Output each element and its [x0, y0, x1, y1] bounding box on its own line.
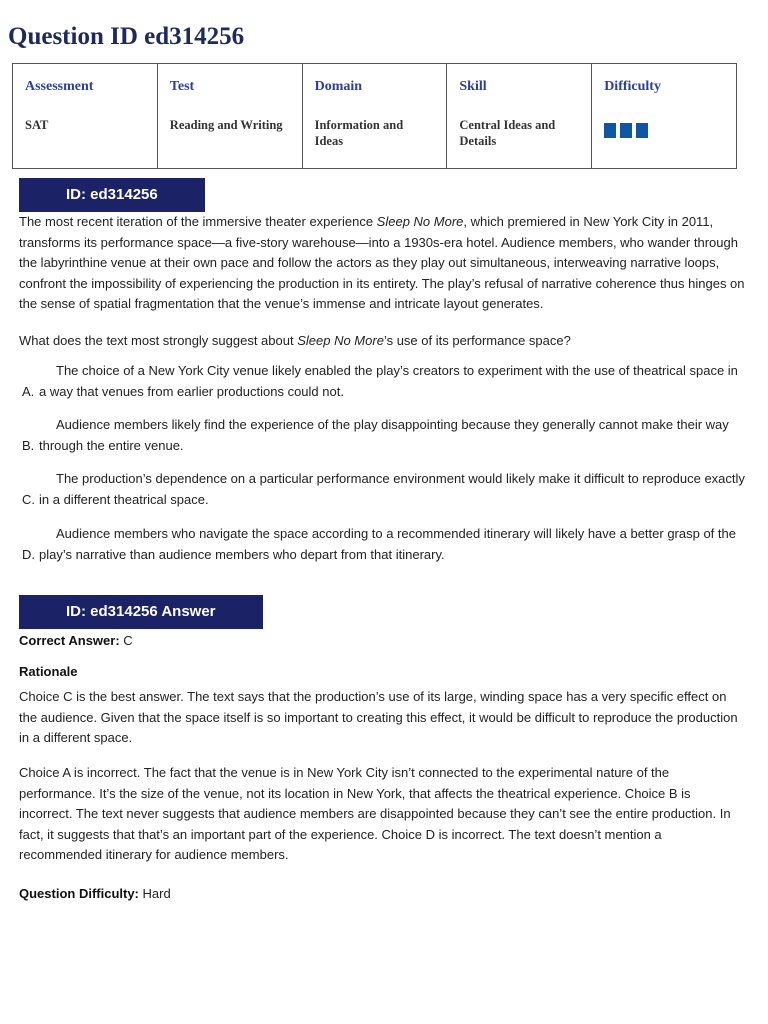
choice-letter: D.: [22, 546, 35, 562]
choice-text: The production’s dependence on a particular performance environment would likely make it difficult to reproduce exactly in a different theatrical space.: [39, 471, 745, 507]
difficulty-bars: [604, 123, 724, 138]
difficulty-bar: [636, 123, 648, 138]
question-prompt: [19, 331, 747, 352]
meta-test-label: Test: [169, 79, 195, 94]
choice-text: Audience members who navigate the space according to a recommended itinerary will likely have a better grasp of the play’s narrative than audience members who depart from that itinerary.: [39, 526, 736, 562]
rationale-paragraph-1: Choice C is the best answer. The text says that the production’s use of its large, winding space has a very specific effect on the audience. Given that the space itself is so important to creating this effect, it would be difficult to reproduce the production in a different space.: [19, 689, 738, 745]
answer-choice-c[interactable]: [22, 469, 746, 510]
meta-skill-value: Central Ideas and Details: [459, 118, 556, 148]
meta-domain-cell: [302, 64, 447, 169]
difficulty-bar: [620, 123, 632, 138]
prompt-before: What does the text most strongly suggest about: [19, 333, 298, 348]
correct-answer-label: Correct Answer:: [19, 633, 120, 648]
meta-assessment-value: SAT: [25, 118, 49, 132]
question-difficulty-label: Question Difficulty:: [19, 886, 139, 901]
meta-test-cell: [157, 64, 302, 169]
prompt-after: ’s use of its performance space?: [383, 333, 571, 348]
rationale-paragraph-2: Choice A is incorrect. The fact that the venue is in New York City isn’t connected to the experimental nature of the performance. It’s the size of the venue, not its location in New York, that affects the theatrical experience. Choice B is incorrect. The text never suggests that audience members are disappointed because they can’t see the entire production. In fact, it suggests that that’s an important part of the experience. Choice D is incorrect. The text doesn’t mention a recommended itinerary for audience members.: [19, 765, 731, 862]
rationale-heading: Rationale: [19, 664, 78, 679]
meta-difficulty-cell: [592, 64, 737, 169]
answer-choice-b[interactable]: [22, 415, 746, 456]
passage-text-before: The most recent iteration of the immersive theater experience: [19, 214, 377, 229]
question-id-banner: ID: ed314256: [19, 178, 205, 212]
question-meta-table: [12, 63, 737, 169]
answer-id-banner: ID: ed314256 Answer: [19, 595, 263, 629]
choice-letter: C.: [22, 491, 35, 507]
meta-domain-value: Information and Ideas: [314, 118, 404, 148]
meta-assessment-label: Assessment: [25, 79, 94, 94]
meta-test-value: Reading and Writing: [169, 118, 283, 132]
passage-text-after: , which premiered in New York City in 2011, transforms its performance space—a five-story warehouse—into a 1930s-era hotel. Audience members, who wander through the labyrinthine venue at their own pace and follow the actors as they play out simultaneous, interweaving narrative loops, confront the impossibility of experiencing the production in its entirety. The play’s refusal of narrative coherence thus hinges on the sense of spatial fragmentation that the venue’s immense and intricate layout generates.: [19, 214, 745, 311]
difficulty-bar: [604, 123, 616, 138]
question-difficulty-value: Hard: [142, 886, 171, 901]
choice-letter: B.: [22, 437, 35, 453]
meta-assessment-cell: [13, 64, 158, 169]
correct-answer-value: C: [123, 633, 133, 648]
meta-skill-label: Skill: [459, 79, 487, 94]
choice-text: Audience members likely find the experience of the play disappointing because they generally cannot make their way through the entire venue.: [39, 417, 729, 453]
meta-difficulty-label: Difficulty: [604, 79, 661, 94]
choice-letter: A.: [22, 383, 35, 399]
meta-skill-cell: [447, 64, 592, 169]
answer-choice-d[interactable]: [22, 524, 746, 565]
passage-text: [19, 212, 747, 315]
answer-choice-a[interactable]: [22, 361, 746, 402]
meta-domain-label: Domain: [314, 79, 363, 94]
correct-answer: [19, 631, 747, 652]
passage-play-title: Sleep No More: [376, 214, 464, 229]
question-difficulty: [19, 884, 747, 905]
page-title: Question ID ed314256: [8, 23, 245, 50]
prompt-play-title: Sleep No More: [297, 333, 384, 348]
choice-text: The choice of a New York City venue likely enabled the play’s creators to experiment with the use of theatrical space in a way that venues from earlier productions could not.: [39, 363, 738, 399]
